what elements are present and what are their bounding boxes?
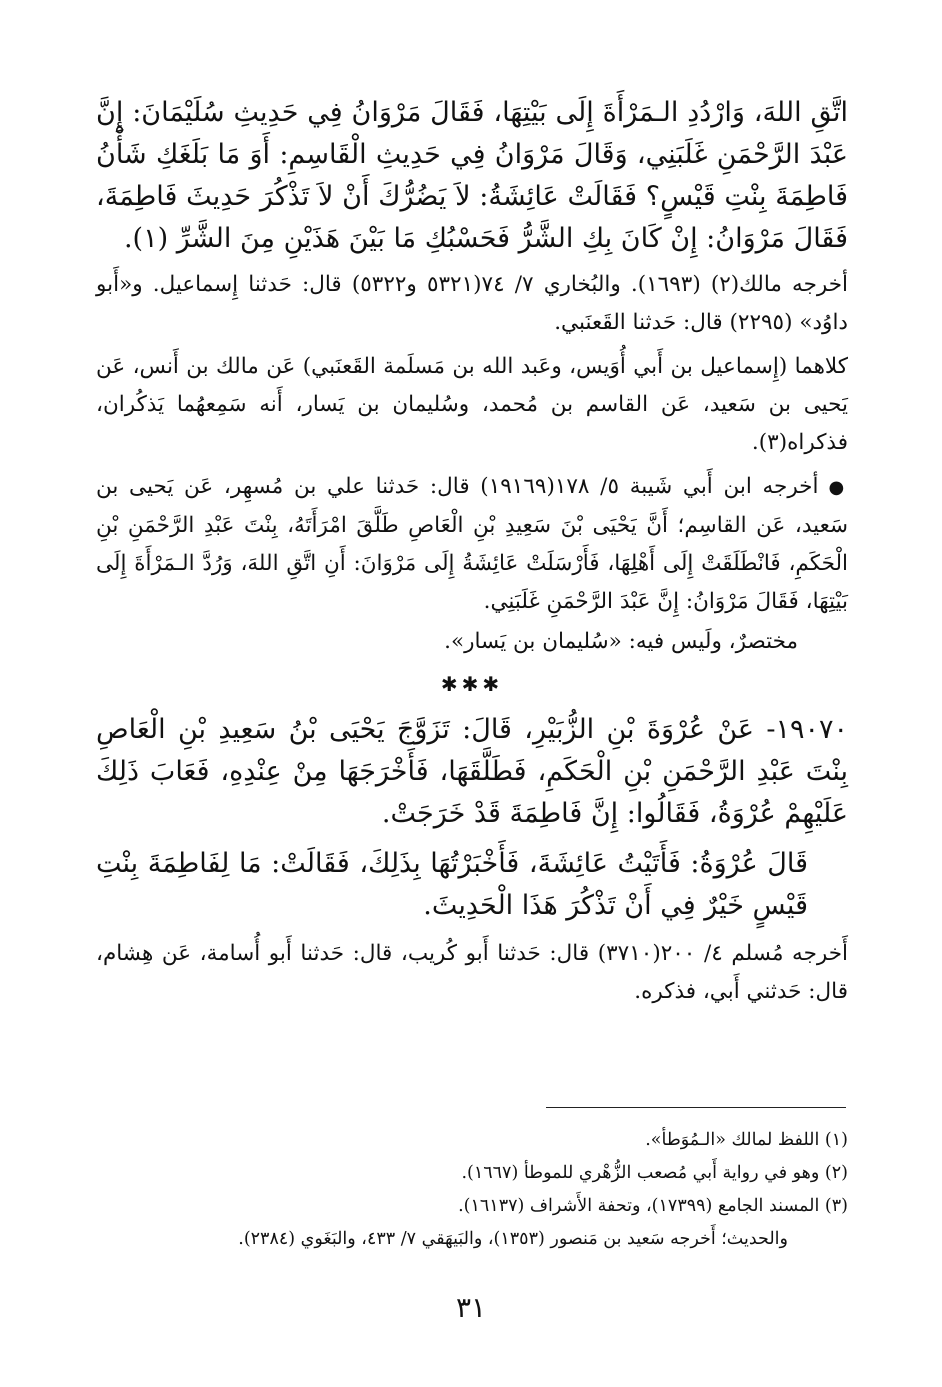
main-text-block bbox=[96, 92, 848, 1011]
footnote-1: (١) اللفظ لمالك «الـمُوَطأ». bbox=[645, 1130, 848, 1150]
section-separator-stars: ✱✱✱ bbox=[440, 672, 504, 696]
note-paragraph: مختصرٌ، ولَيس فيه: «سُليمان بن يَسار». bbox=[444, 629, 798, 654]
hadith-continuation: قَالَ عُرْوَةُ: فَأَتَيْتُ عَائِشَةَ، فَأَخْبَرْتُهَا بِذَلِكَ، فَقَالَتْ: مَا لِفَاطِمَةَ بِنْتِ قَيْسٍ خَيْرٌ فِي أَنْ تَذْكُرَ هَذَا الْحَدِيثَ. bbox=[96, 848, 808, 921]
isnad-paragraph: كلاهما (إِسماعيل بن أَبي أُوَيس، وعَبد الله بن مَسلَمة القَعنَبي) عَن مالك بن أَنس، عَن يَحيى بن سَعيد، عَن القاسم بن مُحمد، وسُليمان بن يَسار، أَنه سَمِعهُما يَذكُران، فذكراه(٣). bbox=[96, 354, 848, 455]
footnote-3-continuation: والحديث؛ أَخرجه سَعيد بن مَنصور (١٣٥٣)، والبَيهَقي ٧/ ٤٣٣، والبَغَوي (٢٣٨٤). bbox=[238, 1229, 788, 1249]
bullet-icon: ● bbox=[828, 477, 849, 498]
footnotes bbox=[96, 1124, 848, 1256]
takhrij-paragraph: أخرجه مالك(٢) (١٦٩٣). والبُخاري ٧/ ٧٤(٥٣٢١ و٥٣٢٢) قال: حَدثنا إِسماعيل. و«أَبو داوُد» (٢٢٩٥) قال: حَدثنا القَعنَبي. bbox=[96, 272, 848, 335]
hadith-19070: ١٩٠٧٠- عَنْ عُرْوَةَ بْنِ الزُّبَيْرِ، قَالَ: تَزَوَّجَ يَحْيَى بْنُ سَعِيدِ بْنِ الْعَاصِ بِنْتَ عَبْدِ الرَّحْمَنِ بْنِ الْحَكَمِ، فَطَلَّقَهَا، فَأَخْرَجَهَا مِنْ عِنْدِهِ، فَعَابَ ذَلِكَ عَلَيْهِمْ عُرْوَةُ، فَقَالُوا: إِنَّ فَاطِمَةَ قَدْ خَرَجَتْ. bbox=[96, 714, 848, 829]
hadith-text-continuation: اتَّقِ اللهَ، وَارْدُدِ الـمَرْأَةَ إِلَى بَيْتِهَا، فَقَالَ مَرْوَانُ فِي حَدِيثِ سُلَيْمَانَ: إِنَّ عَبْدَ الرَّحْمَنِ غَلَبَنِي، وَقَالَ مَرْوَانُ فِي حَدِيثِ الْقَاسِمِ: أَوَ مَا بَلَغَكِ شَأْنُ فَاطِمَةَ بِنْتِ قَيْسٍ؟ فَقَالَتْ عَائِشَةُ: لاَ يَضُرُّكَ أَنْ لاَ تَذْكُرَ حَدِيثَ فَاطِمَةَ، فَقَالَ مَرْوَانُ: إِنْ كَانَ بِكِ الشَّرُّ فَحَسْبُكِ مَا بَيْنَ هَذَيْنِ مِنَ الشَّرِّ (١). bbox=[96, 97, 848, 254]
takhrij-bullet-text: أخرجه ابن أَبي شَيبة ٥/ ١٧٨(١٩١٦٩) قال: حَدثنا علي بن مُسهِر، عَن يَحيى بن سَعيد، عَن القاسِم؛ أَنَّ يَحْيَى بْنَ سَعِيدِ بْنِ الْعَاصِ طَلَّقَ امْرَأَتَهُ، بِنْتَ عَبْدِ الرَّحْمَنِ بْنِ الْحَكَمِ، فَانْطَلَقَتْ إِلَى أَهْلِهَا، فَأَرْسَلَتْ عَائِشَةُ إِلَى مَرْوَانَ: أَنِ اتَّقِ اللهَ، وَرُدَّ الـمَرْأَةَ إِلَى بَيْتِهَا، فَقَالَ مَرْوَانُ: إِنَّ عَبْدَ الرَّحْمَنِ غَلَبَنِي. bbox=[96, 474, 848, 614]
takhrij-muslim: أَخرجه مُسلم ٤/ ٢٠٠(٣٧١٠) قال: حَدثنا أَبو كُريب، قال: حَدثنا أَبو أُسامة، عَن هِشام، قال: حَدثني أَبي، فذكره. bbox=[96, 941, 848, 1004]
footnote-3: (٣) المسند الجامع (١٧٣٩٩)، وتحفة الأَشراف (١٦١٣٧). bbox=[458, 1196, 848, 1216]
page-number: ٣١ bbox=[455, 1291, 487, 1324]
takhrij-bullet-paragraph bbox=[96, 468, 848, 621]
footnote-separator bbox=[546, 1107, 846, 1108]
footnote-2: (٢) وهو في رواية أَبي مُصعب الزُّهْري للموطأ (١٦٦٧). bbox=[461, 1163, 848, 1183]
